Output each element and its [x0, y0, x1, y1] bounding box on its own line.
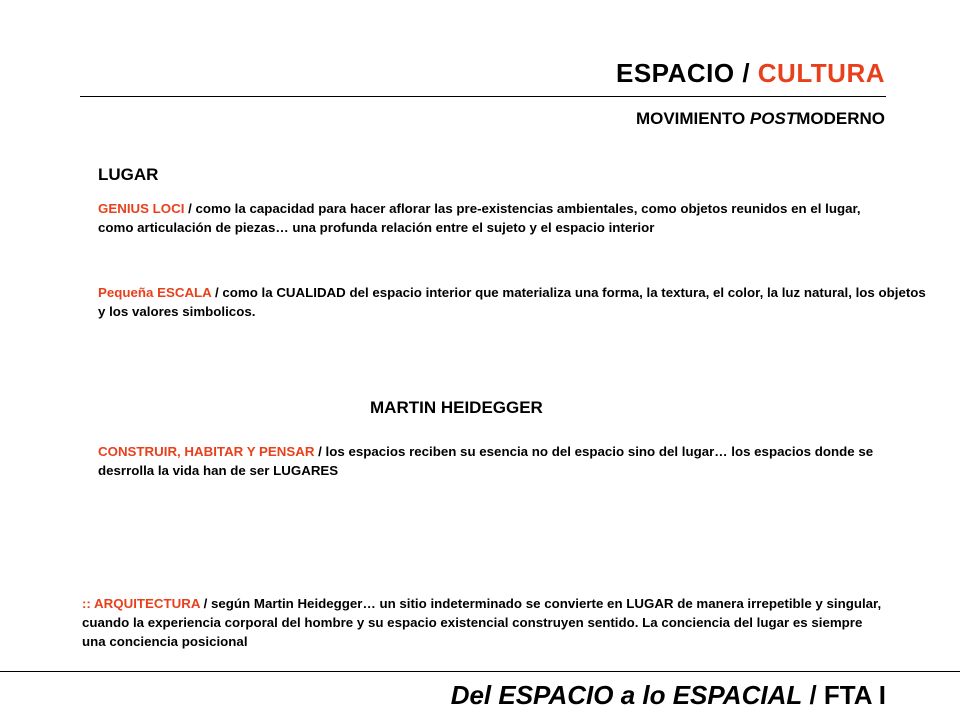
- footer-rest-text: / FTA I: [802, 680, 886, 710]
- arquitectura-text: / según Martin Heidegger… un sitio indeterminado se convierte en LUGAR de manera irrepetible y singular, cuando la experiencia corporal del hombre y su espacio existencial construyen sentido. La conciencia del lugar es siempre una conciencia posicional: [82, 596, 882, 649]
- title-cultura: CULTURA: [757, 58, 885, 88]
- subtitle-part-2: MODERNO: [796, 109, 885, 128]
- page-title: [616, 58, 885, 89]
- page-subtitle: [636, 109, 885, 129]
- footer-italic-text: Del ESPACIO a lo ESPACIAL: [450, 680, 803, 710]
- genius-loci-paragraph: [98, 199, 868, 237]
- footer-title: [451, 680, 886, 711]
- title-separator: /: [734, 58, 758, 88]
- subtitle-post: POST: [749, 109, 797, 128]
- header-divider: [80, 96, 886, 97]
- arquitectura-paragraph: [82, 594, 888, 651]
- pequena-escala-paragraph: [98, 283, 926, 321]
- lugar-heading: LUGAR: [98, 165, 159, 184]
- title-espacio: ESPACIO: [616, 58, 735, 88]
- genius-loci-text: / como la capacidad para hacer aflorar las pre-existencias ambientales, como objetos reunidos en el lugar, como articulación de piezas… una profunda relación entre el sujeto y el espacio interior: [98, 201, 861, 235]
- heidegger-heading: MARTIN HEIDEGGER: [370, 398, 543, 417]
- construir-paragraph: [98, 442, 888, 480]
- subtitle-part-1: MOVIMIENTO: [635, 109, 750, 128]
- arquitectura-lead: :: ARQUITECTURA: [82, 596, 200, 611]
- pequena-escala-text: / como la CUALIDAD del espacio interior que materializa una forma, la textura, el color, la luz natural, los objetos y los valores simbolicos.: [98, 285, 926, 319]
- construir-text: / los espacios reciben su esencia no del espacio sino del lugar… los espacios donde se desrrolla la vida han de ser LUGARES: [98, 444, 874, 478]
- construir-lead: CONSTRUIR, HABITAR Y PENSAR: [98, 444, 315, 459]
- pequena-escala-lead: Pequeña ESCALA: [98, 285, 212, 300]
- footer-divider: [0, 671, 960, 672]
- genius-loci-lead: GENIUS LOCI: [98, 201, 185, 216]
